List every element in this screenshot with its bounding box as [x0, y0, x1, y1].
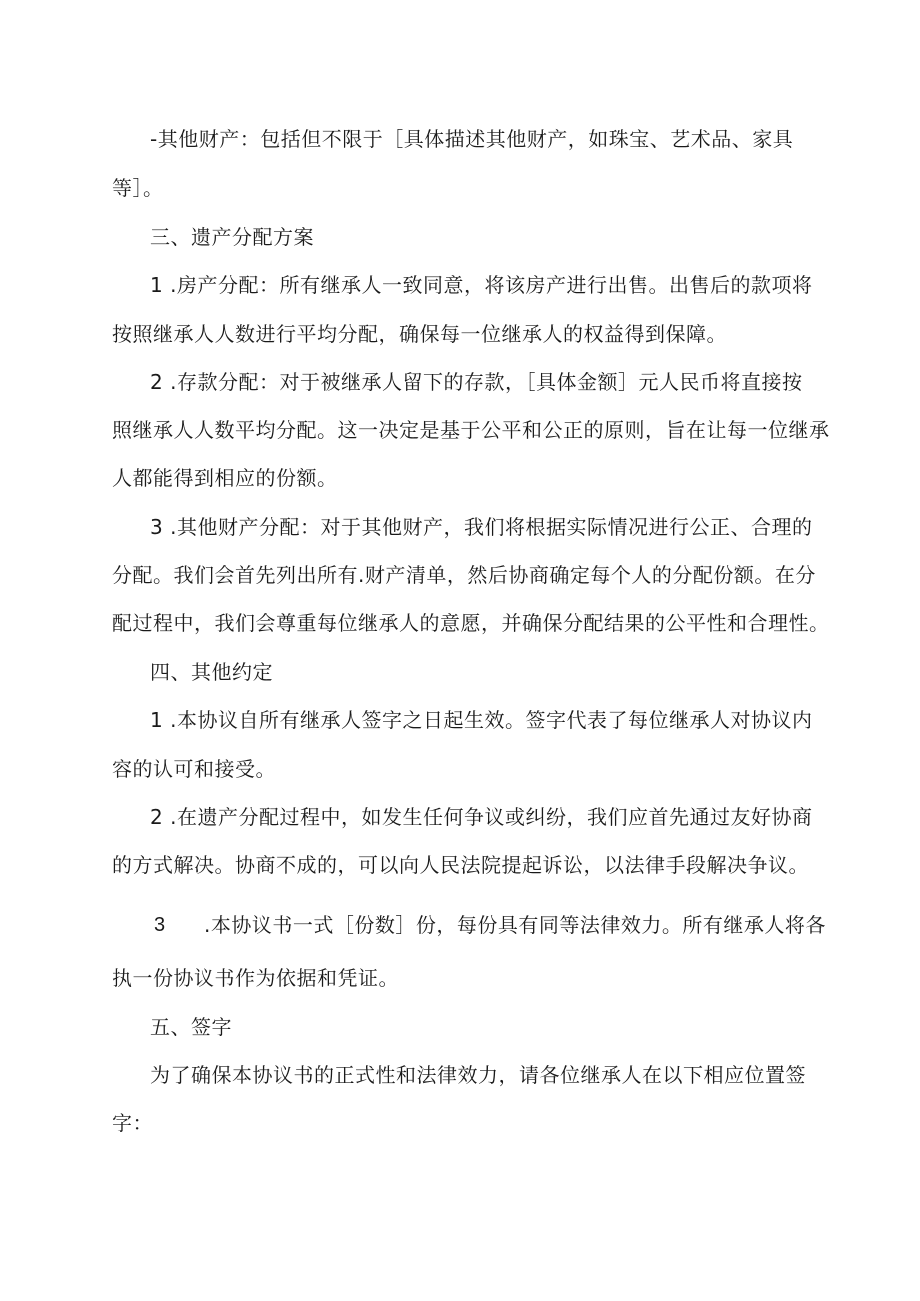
- paragraph-signature-line-1: 为了确保本协议书的正式性和法律效力，请各位继承人在以下相应位置签: [150, 1063, 806, 1087]
- paragraph-deposit-line-1: 2 .存款分配：对于被继承人留下的存款，［具体金额］元人民币将直接按: [150, 370, 803, 394]
- paragraph-copies-line-1: .本协议书一式［份数］份，每份具有同等法律效力。所有继承人将各: [204, 913, 826, 937]
- paragraph-house-line-1: 1 .房产分配：所有继承人一致同意，将该房产进行出售。出售后的款项将: [150, 273, 813, 297]
- section-heading-5: 五、签字: [150, 1015, 232, 1039]
- section-heading-3: 三、遗产分配方案: [150, 225, 314, 249]
- paragraph-dispute-line-1: 2 .在遗产分配过程中，如发生任何争议或纠纷，我们应首先通过友好协商: [150, 805, 813, 829]
- paragraph-other-property-line-2: 等］。: [112, 176, 164, 200]
- paragraph-other-property-line-1: -其他财产：包括但不限于［具体描述其他财产，如珠宝、艺术品、家具: [150, 127, 794, 151]
- paragraph-other-dist-line-1: 3 .其他财产分配：对于其他财产，我们将根据实际情况进行公正、合理的: [150, 515, 813, 539]
- paragraph-other-dist-line-2: 分配。我们会首先列出所有.财产清单，然后协商确定每个人的分配份额。在分: [112, 563, 816, 587]
- paragraph-copies-line-2: 执一份协议书作为依据和凭证。: [112, 966, 399, 990]
- paragraph-house-line-2: 按照继承人人数进行平均分配，确保每一位继承人的权益得到保障。: [112, 322, 727, 346]
- paragraph-signature-line-2: 字：: [112, 1111, 153, 1135]
- paragraph-effective-line-2: 容的认可和接受。: [112, 757, 276, 781]
- paragraph-deposit-line-2: 照继承人人数平均分配。这一决定是基于公平和公正的原则，旨在让每一位继承: [112, 418, 830, 442]
- paragraph-other-dist-line-3: 配过程中，我们会尊重每位继承人的意愿，并确保分配结果的公平性和合理性。: [112, 611, 830, 635]
- paragraph-effective-line-1: 1 .本协议自所有继承人签字之日起生效。签字代表了每位继承人对协议内: [150, 708, 813, 732]
- section-heading-4: 四、其他约定: [150, 660, 273, 684]
- paragraph-deposit-line-3: 人都能得到相应的份额。: [112, 466, 338, 490]
- paragraph-dispute-line-2: 的方式解决。协商不成的，可以向人民法院提起诉讼，以法律手段解决争议。: [112, 853, 809, 877]
- paragraph-copies-number: 3: [154, 914, 166, 936]
